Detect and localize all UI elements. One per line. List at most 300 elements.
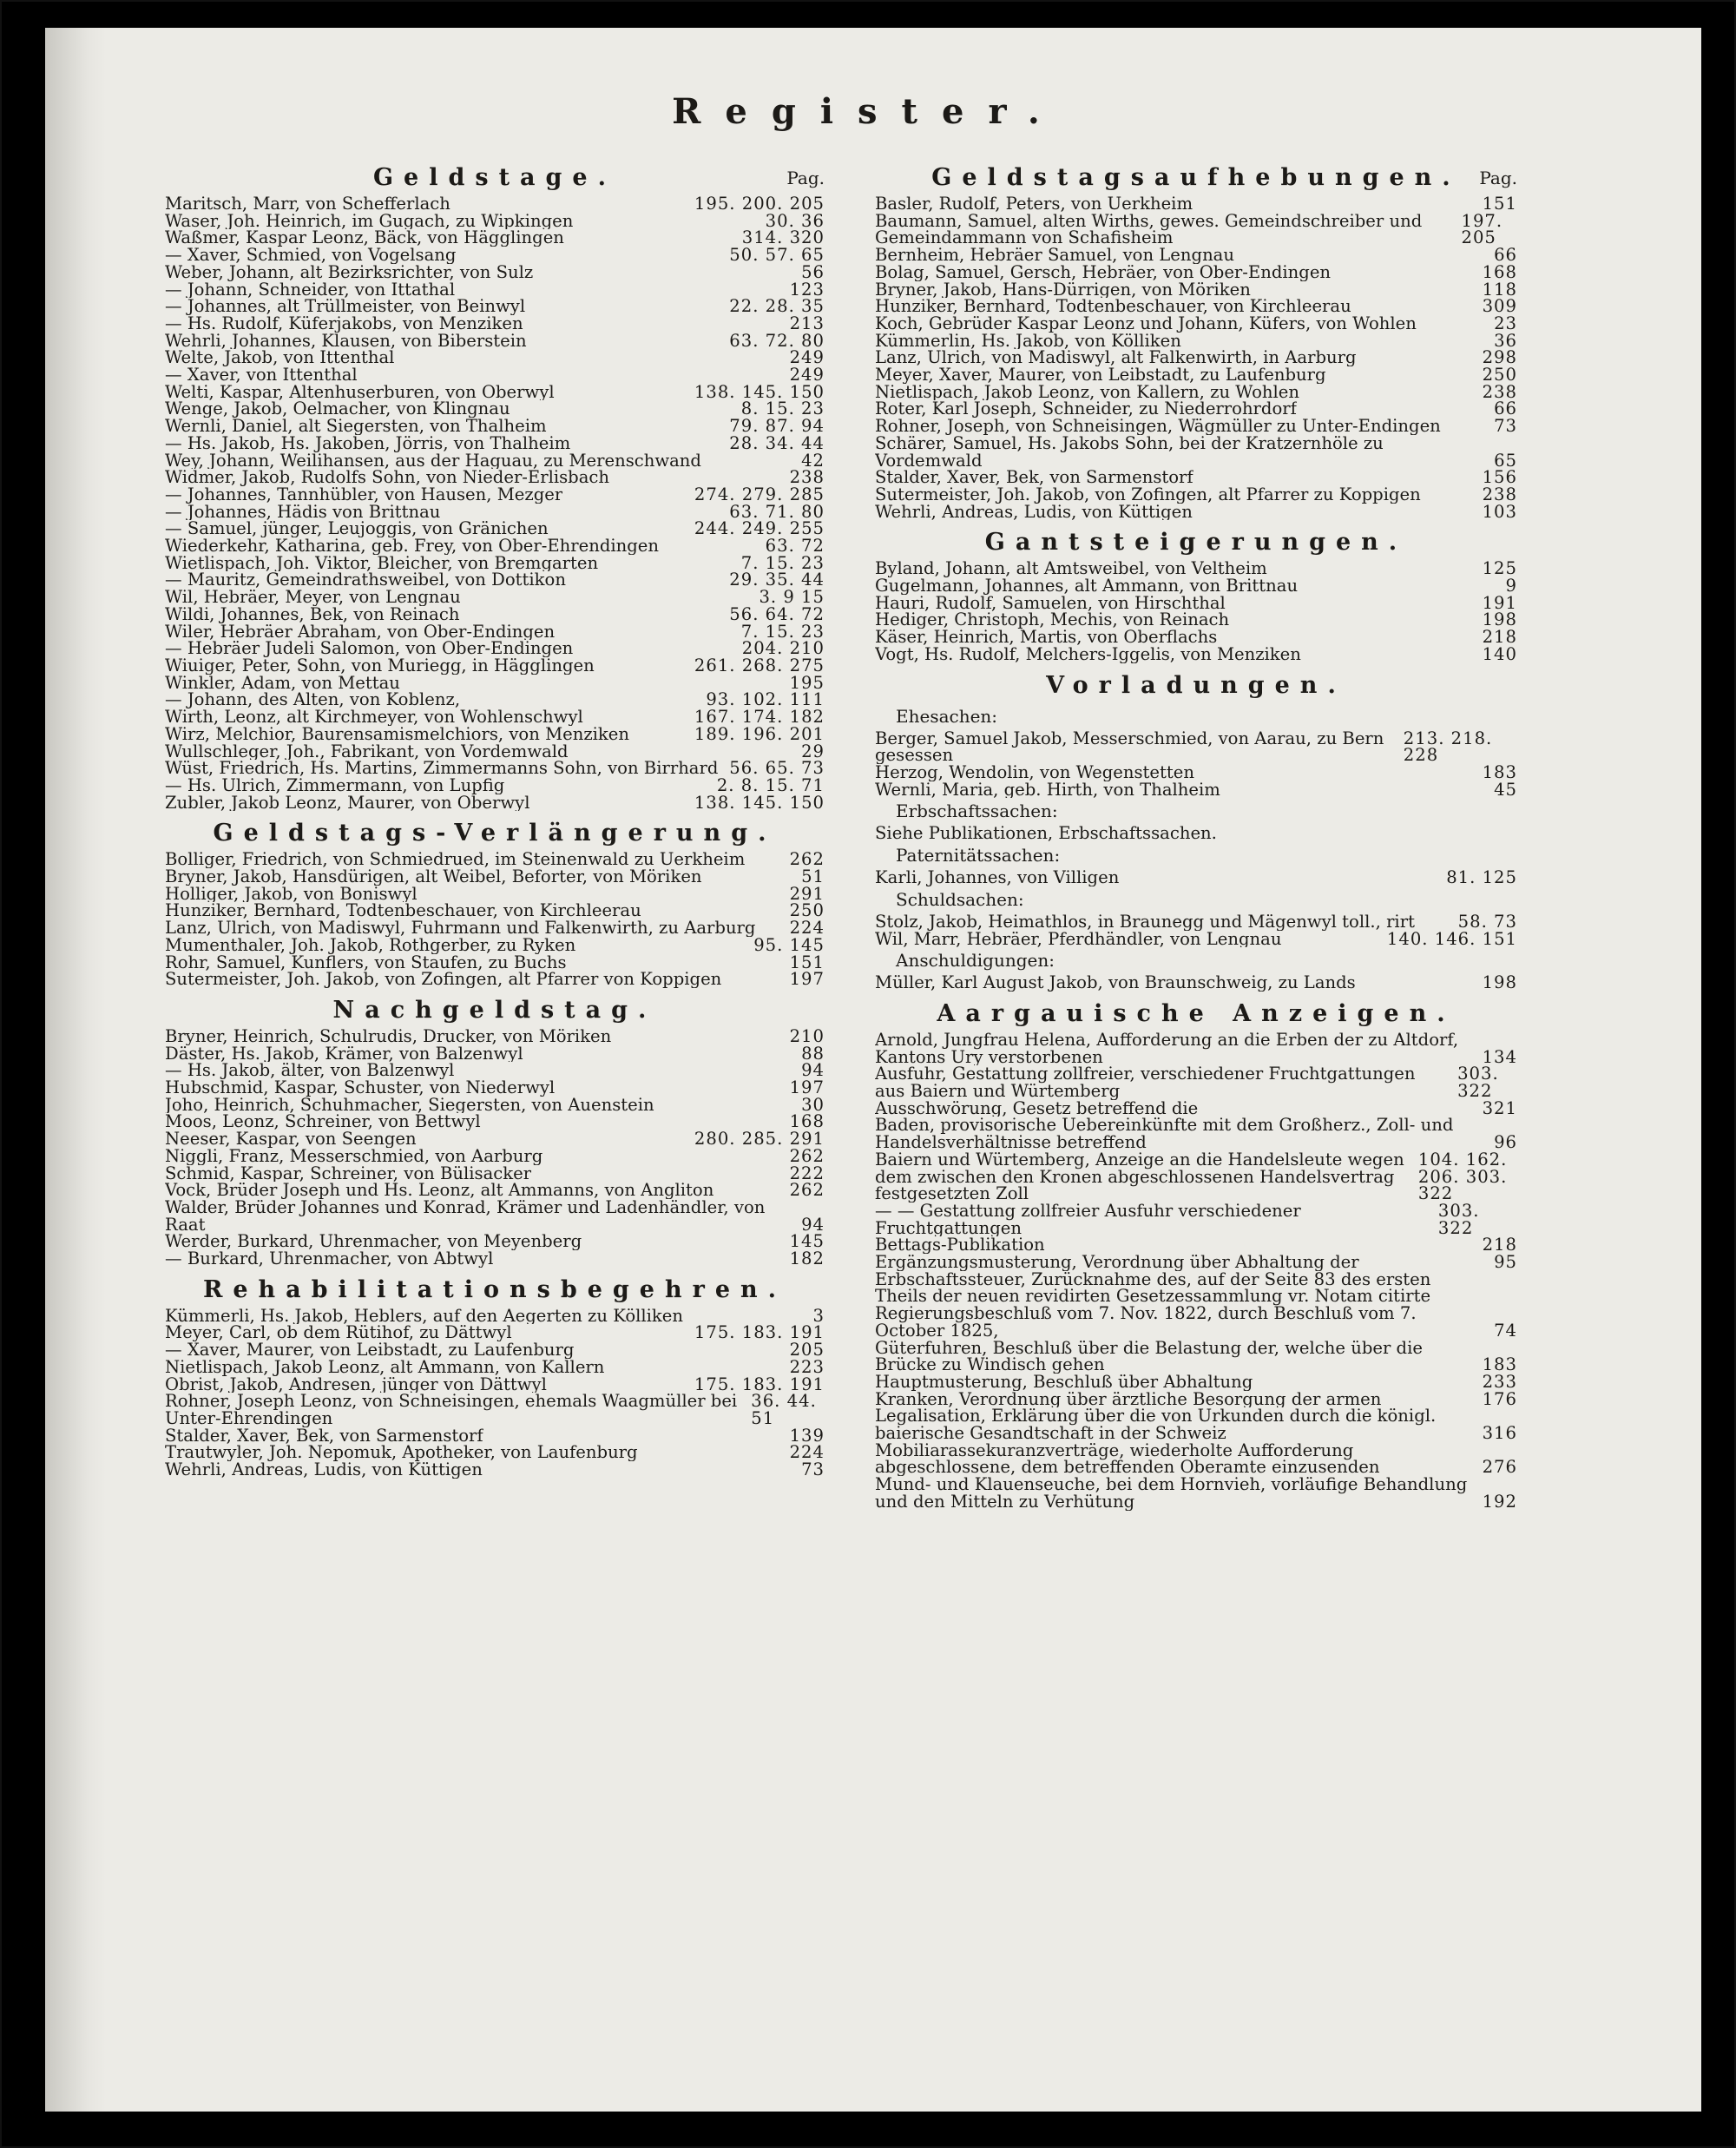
entry-text: Käser, Heinrich, Martis, von Oberflachs (875, 629, 1218, 646)
page-refs: 233 (1482, 1371, 1517, 1392)
page-refs: 195 (789, 672, 825, 693)
page-refs: 314. 320 (741, 227, 825, 248)
index-entry (875, 400, 1517, 418)
entry-text: — Johann, Schneider, von Ittathal (165, 280, 456, 299)
subsection-heading: Anschuldigungen: (896, 950, 1055, 972)
page-refs: 9 (1505, 576, 1517, 596)
entry-text: Hauptmusterung, Beschluß über Abhaltung (875, 1373, 1253, 1391)
index-entry (875, 501, 1517, 522)
page-refs: 218 (1482, 627, 1517, 648)
page-refs: 94 (801, 1060, 825, 1081)
index-entry (165, 571, 825, 589)
index-entry (875, 913, 1517, 931)
entry-text: — Mauritz, Gemeindrathsweibel, von Dottikon (165, 571, 566, 590)
entry-text: Wietlispach, Joh. Viktor, Bleicher, von Bremgarten (165, 554, 599, 572)
entry-text: — Hs. Ulrich, Zimmermann, von Lupfig (165, 776, 505, 794)
entry-text: Walder, Brüder Johannes und Konrad, Krämer und Ladenhändler, von Raat (165, 1198, 766, 1234)
entry-text: Bolliger, Friedrich, von Schmiedrued, im Steinenwald zu Uerkheim (165, 851, 746, 869)
entry-text: Siehe Publikationen, Erbschaftssachen. (875, 825, 1217, 843)
page-refs: 65 (1494, 450, 1517, 471)
index-entry (875, 730, 1517, 764)
index-entry (165, 452, 825, 470)
index-entry (165, 954, 825, 972)
page-refs: 58. 73 (1457, 911, 1517, 932)
page-refs: 51 (801, 866, 825, 887)
page-refs: 3 (812, 1305, 825, 1326)
entry-text: Müller, Karl August Jakob, von Braunschweig, zu Lands (875, 974, 1356, 992)
entry-text: Wiuiger, Peter, Sohn, von Muriegg, in Hägglingen (165, 656, 595, 675)
subsection-heading: Erbschaftssachen: (896, 801, 1058, 822)
page-refs: 140. 146. 151 (1386, 928, 1517, 949)
index-entry (165, 486, 825, 504)
index-entry (165, 195, 825, 213)
index-entry (875, 281, 1517, 299)
subsection-heading: Schuldsachen: (896, 888, 1024, 910)
entry-text: Wey, Johann, Weilihansen, aus der Haguau, zu Merenschwand (165, 451, 701, 470)
index-entry (875, 435, 1517, 469)
entry-text: Wullschleger, Joh., Fabrikant, von Vordemwald (165, 742, 569, 761)
page-refs: 66 (1494, 245, 1517, 266)
page-refs: 63. 72. 80 (729, 330, 825, 351)
index-entry (875, 298, 1517, 315)
entry-text: Basler, Rudolf, Peters, von Uerkheim (875, 195, 1194, 213)
entry-text: Arnold, Jungfrau Helena, Aufforderung an die Erben der zu Altdorf, Kantons Ury verstorbenen (875, 1031, 1459, 1066)
page-refs: 249 (789, 347, 825, 368)
entry-text: Zubler, Jakob Leonz, Maurer, von Oberwyl (165, 794, 530, 812)
index-entry (165, 1461, 825, 1479)
index-entry (875, 1031, 1517, 1065)
entry-text: Kümmerlin, Hs. Jakob, von Kölliken (875, 332, 1181, 350)
page-refs: 95. 145 (753, 934, 825, 955)
entry-text: — Xaver, Maurer, von Leibstadt, zu Laufenburg (165, 1341, 575, 1359)
section-heading: Gantsteigerungen. (984, 529, 1408, 557)
entry-text: Wernli, Maria, geb. Hirth, von Thalheim (875, 781, 1220, 799)
page-refs: 182 (789, 1249, 825, 1269)
index-entry (165, 1427, 825, 1445)
entry-text: Kümmerli, Hs. Jakob, Heblers, auf den Aegerten zu Kölliken (165, 1307, 684, 1325)
section-heading: Nachgeldstag. (332, 996, 657, 1024)
page-refs: 167. 174. 182 (694, 707, 825, 728)
entry-text: Bernheim, Hebräer Samuel, von Lengnau (875, 247, 1234, 264)
entry-text: — Xaver, Schmied, von Vogelsang (165, 247, 457, 264)
page-refs: 104. 162. 206. 303. 322 (1417, 1149, 1508, 1204)
index-entry (165, 366, 825, 384)
page-refs: 316 (1482, 1423, 1517, 1444)
entry-text: Vogt, Hs. Rudolf, Melchers-Iggelis, von Menziken (875, 645, 1301, 663)
page-refs: 238 (1482, 484, 1517, 504)
page-refs: 22. 28. 35 (729, 296, 825, 317)
index-entry (165, 1341, 825, 1359)
page-refs: 63. 72 (765, 536, 825, 557)
entry-text: Neeser, Kaspar, von Seengen (165, 1130, 417, 1148)
index-entry (165, 537, 825, 555)
index-entry (165, 760, 825, 777)
index-entry (165, 418, 825, 435)
entry-text: — Johann, des Alten, von Koblenz, (165, 691, 461, 709)
index-entry (165, 1165, 825, 1183)
entry-text: — Hs. Rudolf, Küferjakobs, von Menziken (165, 314, 523, 333)
page-refs: 29 (801, 741, 825, 761)
entry-text: Mumenthaler, Joh. Jakob, Rothgerber, zu Ryken (165, 936, 576, 954)
index-entry (165, 1130, 825, 1148)
section-gap (875, 1511, 1517, 1516)
index-entry (165, 552, 825, 573)
index-entry (875, 210, 1517, 248)
index-entry (165, 657, 825, 675)
page-refs: 176 (1482, 1388, 1517, 1409)
entry-text: Mund- und Klauenseuche, bei dem Hornvieh, vorläufige Behandlung und den Mitteln zu Verhütung (875, 1476, 1468, 1511)
section-heading: Aargauische Anzeigen. (937, 999, 1456, 1027)
page-refs: 73 (801, 1459, 825, 1480)
index-entry (165, 934, 825, 955)
entry-text: Hediger, Christoph, Mechis, von Reinach (875, 611, 1230, 629)
page-refs: 321 (1482, 1097, 1517, 1118)
page-refs: 197 (789, 969, 825, 990)
page-refs: 63. 71. 80 (729, 501, 825, 522)
page-refs: 66 (1494, 399, 1517, 419)
index-entry (875, 928, 1517, 949)
entry-text: Schärer, Samuel, Hs. Jakobs Sohn, bei der Kratzernhöle zu Vordemwald (875, 434, 1384, 470)
entry-text: Rohner, Joseph, von Schneisingen, Wägmüller zu Unter-Endingen (875, 418, 1441, 435)
index-entry (165, 1376, 825, 1394)
entry-text: Niggli, Franz, Messerschmied, von Aarburg (165, 1147, 543, 1165)
index-entry (165, 971, 825, 988)
index-entry (165, 1356, 825, 1377)
entry-text: Wiederkehr, Katharina, geb. Frey, von Ober-Ehrendingen (165, 537, 660, 555)
entry-text: Gugelmann, Johannes, alt Ammann, von Brittnau (875, 577, 1299, 595)
entry-text: Bolag, Samuel, Gersch, Hebräer, von Ober-Endingen (875, 263, 1332, 281)
entry-text: Vock, Brüder Joseph und Hs. Leonz, alt Ammanns, von Angliton (165, 1182, 714, 1199)
section-heading: Rehabilitationsbegehren. (202, 1275, 787, 1303)
entry-text: Baiern und Würtemberg, Anzeige an die Handelsleute wegen dem zwischen den Kronen abgeschlossenen Handelsvertrag festgesetzten Zoll (875, 1150, 1404, 1202)
page-refs: 125 (1482, 558, 1517, 579)
page-refs: 138. 145. 150 (694, 792, 825, 813)
entry-text: — Hebräer Judeli Salomon, von Ober-Endingen (165, 640, 574, 657)
page-refs: 140 (1482, 643, 1517, 664)
page-refs: 95 (1494, 1252, 1517, 1273)
page-refs: 123 (789, 279, 825, 300)
page-refs: 303. 322 (1457, 1064, 1499, 1102)
page-refs: 261. 268. 275 (694, 655, 825, 675)
page-refs: 250 (1482, 365, 1517, 385)
page-refs: 145 (789, 1231, 825, 1252)
entry-text: Berger, Samuel Jakob, Messerschmied, von Aarau, zu Bern gesessen (875, 729, 1384, 764)
entry-text: Stolz, Jakob, Heimathlos, in Braunegg und Mägenwyl toll., rirt (875, 913, 1415, 931)
page-title: Register. (672, 91, 1064, 132)
entry-text: Wehrli, Andreas, Ludis, von Küttigen (875, 503, 1193, 521)
section-heading: Geldstags-Verlängerung. (213, 820, 777, 847)
index-entry (165, 247, 825, 264)
index-entry (165, 723, 825, 744)
page-refs: 291 (789, 883, 825, 904)
section-heading: Geldstage. (373, 164, 616, 191)
page-refs: 309 (1482, 296, 1517, 317)
page-refs: 238 (789, 467, 825, 488)
index-entry (875, 1340, 1517, 1374)
entry-text: Kranken, Verordnung über ärztliche Besorgung der armen (875, 1390, 1382, 1408)
index-entry (875, 349, 1517, 366)
page-refs: 151 (1482, 194, 1517, 214)
page-refs: 183 (1482, 761, 1517, 782)
page-refs: 197. 205 (1461, 210, 1503, 248)
index-entry (165, 1324, 825, 1341)
entry-text: Legalisation, Erklärung über die von Urkunden durch die königl. baierische Gesandtschaft in der Schweiz (875, 1407, 1437, 1442)
entry-text: Nietlispach, Jakob Leonz, von Kallern, zu Wohlen (875, 383, 1300, 401)
page-refs: 168 (789, 1111, 825, 1132)
index-entry (875, 643, 1517, 664)
page-refs: 3. 9 15 (759, 587, 825, 608)
index-entry (875, 761, 1517, 782)
entry-text: Erbschaftssteuer, Zurücknahme des, auf der Seite 83 des ersten Theils der neuen revidirten Gesetzessammlung vr. Notam citirte Regierungsbeschluß vom 7. Nov. 1822, durch Beschluß vom 7. October 1825, (875, 1270, 1431, 1340)
index-entry (875, 1236, 1517, 1254)
index-entry (165, 1094, 825, 1115)
page-refs: 183 (1482, 1354, 1517, 1375)
page-refs: 210 (789, 1025, 825, 1046)
index-entry (875, 330, 1517, 351)
page-refs: 204. 210 (741, 638, 825, 659)
index-entry (875, 629, 1517, 646)
right-column (875, 161, 1517, 1516)
entry-text: Nietlispach, Jakob Leonz, alt Ammann, von Kallern (165, 1358, 605, 1376)
index-entry (165, 520, 825, 537)
page-refs: 168 (1482, 261, 1517, 282)
index-entry (165, 743, 825, 761)
entry-text: Wüst, Friedrich, Hs. Martins, Zimmermanns Sohn, von Birrhard (165, 760, 719, 777)
index-entry (875, 869, 1517, 886)
entry-text: Stalder, Xaver, Bek, von Sarmenstorf (165, 1427, 483, 1445)
entry-text: Hauri, Rudolf, Samuelen, von Hirschthal (875, 594, 1226, 612)
entry-text: Obrist, Jakob, Andresen, jünger von Dättwyl (165, 1375, 547, 1394)
page-refs: 28. 34. 44 (729, 432, 825, 453)
entry-text: Däster, Hs. Jakob, Krämer, von Balzenwyl (165, 1044, 523, 1063)
section-heading: Vorladungen. (1046, 671, 1346, 699)
entry-text: — Hs. Jakob, älter, von Balzenwyl (165, 1062, 455, 1080)
page-refs: 118 (1482, 279, 1517, 300)
page-refs: 29. 35. 44 (729, 570, 825, 590)
index-entry (875, 315, 1517, 333)
page-refs: 56. 65. 73 (729, 758, 825, 779)
entry-text: Baden, provisorische Uebereinkünfte mit dem Großherz., Zoll- und Handelsverhältnisse betreffend (875, 1117, 1454, 1151)
page-refs: 94 (801, 1214, 825, 1235)
entry-text: Holliger, Jakob, von Boniswyl (165, 885, 418, 903)
entry-text: Meyer, Carl, ob dem Rütihof, zu Dättwyl (165, 1324, 512, 1342)
index-entry (875, 366, 1517, 384)
page-refs: 81. 125 (1446, 867, 1517, 888)
entry-text: Joho, Heinrich, Schuhmacher, Siegersten, von Auenstein (165, 1096, 654, 1114)
entry-text: Widmer, Jakob, Rudolfs Sohn, von Nieder-Erlisbach (165, 469, 610, 486)
page-gutter (45, 28, 106, 2112)
page-refs: 262 (789, 1180, 825, 1201)
page-refs: 262 (789, 849, 825, 870)
entry-text: Lanz, Ulrich, von Madiswyl, alt Falkenwirth, in Aarburg (875, 349, 1357, 367)
pag-label: Pag. (1479, 168, 1517, 188)
entry-text: Wirz, Melchior, Baurensamismelchiors, von Menziken (165, 725, 630, 743)
page-refs: 189. 196. 201 (694, 723, 825, 744)
page-refs: 7. 15. 23 (740, 621, 825, 642)
index-entry (165, 281, 825, 299)
page-refs: 30. 36 (765, 210, 825, 231)
index-entry (165, 315, 825, 333)
index-entry (165, 1233, 825, 1250)
page-refs: 303. 322 (1437, 1200, 1480, 1238)
page-refs: 191 (1482, 592, 1517, 613)
entry-text: Byland, Johann, alt Amtsweibel, von Veltheim (875, 560, 1267, 578)
index-entry (165, 919, 825, 937)
page-refs: 36 (1494, 330, 1517, 351)
index-entry (165, 1250, 825, 1268)
entry-text: — Johannes, Tannhübler, von Hausen, Mezger (165, 485, 563, 504)
page-refs: 238 (1482, 381, 1517, 402)
index-entry (875, 1388, 1517, 1409)
page-refs: 8. 15. 23 (740, 399, 825, 419)
entry-text: Trautwyler, Joh. Nepomuk, Apotheker, von Laufenburg (165, 1444, 638, 1462)
entry-text: Maritsch, Marr, von Schefferlach (165, 195, 450, 213)
page-refs: 42 (801, 450, 825, 471)
index-entry (875, 1097, 1517, 1118)
entry-text: Güterfuhren, Beschluß über die Belastung der, welche über die Brücke zu Windisch gehen (875, 1339, 1423, 1374)
index-entry (165, 1145, 825, 1166)
index-entry (165, 1393, 825, 1427)
entry-text: Mobiliarassekuranzverträge, wiederholte Aufforderung abgeschlossene, dem betreffenden Oberamte einzusenden (875, 1441, 1380, 1477)
entry-text: Hunziker, Bernhard, Todtenbeschauer, von Kirchleerau (165, 902, 641, 920)
index-entry (165, 261, 825, 282)
index-entry (875, 261, 1517, 282)
index-entry (875, 195, 1517, 213)
index-entry (165, 589, 825, 606)
entry-text: Rohr, Samuel, Kunflers, von Staufen, zu Buchs (165, 953, 567, 972)
entry-text: Weber, Johann, alt Bezirksrichter, von Sulz (165, 263, 534, 281)
page-refs: 244. 249. 255 (694, 518, 825, 539)
entry-text: Baumann, Samuel, alten Wirths, gewes. Gemeindschreiber und Gemeindammann von Schafisheim (875, 212, 1423, 247)
entry-text: Moos, Leonz, Schreiner, von Bettwyl (165, 1113, 481, 1131)
index-entry (165, 774, 825, 795)
page-refs: 280. 285. 291 (694, 1129, 825, 1150)
section-heading: Geldstagsaufhebungen. (931, 164, 1461, 191)
index-entry (165, 902, 825, 919)
index-entry (165, 330, 825, 351)
entry-text: Wenge, Jakob, Oelmacher, von Klingnau (165, 400, 510, 418)
entry-text: Wil, Marr, Hebräer, Pferdhändler, von Lengnau (875, 930, 1282, 948)
index-entry (875, 1202, 1517, 1236)
entry-text: Hubschmid, Kaspar, Schuster, von Niederwyl (165, 1079, 556, 1097)
index-entry (165, 1079, 825, 1097)
index-entry (875, 974, 1517, 992)
page-refs: 30 (801, 1094, 825, 1115)
index-entry (165, 1025, 825, 1046)
index-entry (165, 708, 825, 726)
entry-text: Karli, Johannes, von Villigen (875, 869, 1120, 886)
index-entry (165, 623, 825, 641)
page-refs: 103 (1482, 501, 1517, 522)
page-refs: 56. 64. 72 (729, 603, 825, 624)
entry-text: — Johannes, Hädis von Brittnau (165, 503, 441, 521)
entry-text: Wehrli, Andreas, Ludis, von Küttigen (165, 1461, 483, 1479)
page-refs: 56 (801, 261, 825, 282)
entry-text: — Johannes, alt Trüllmeister, von Beinwyl (165, 298, 526, 315)
page-refs: 151 (789, 952, 825, 972)
entry-text: — Xaver, von Ittenthal (165, 366, 358, 384)
page-refs: 134 (1482, 1046, 1517, 1067)
index-entry (875, 825, 1517, 842)
index-entry (165, 794, 825, 812)
entry-text: Herzog, Wendolin, von Wegenstetten (875, 763, 1194, 781)
index-entry (165, 1444, 825, 1461)
index-entry (875, 1151, 1517, 1202)
index-entry (165, 349, 825, 366)
page-refs: 250 (789, 900, 825, 921)
entry-text: Schmid, Kaspar, Schreiner, von Bülisacker (165, 1164, 532, 1183)
entry-text: Wiler, Hebräer Abraham, von Ober-Endingen (165, 623, 556, 641)
page-refs: 139 (789, 1425, 825, 1446)
entry-text: Roter, Karl Joseph, Schneider, zu Niederrohrdorf (875, 400, 1297, 418)
page-refs: 195. 200. 205 (694, 194, 825, 214)
index-entry (875, 1117, 1517, 1153)
pag-label: Pag. (786, 168, 825, 188)
subsection-heading: Paternitätssachen: (896, 845, 1061, 866)
entry-text: Sutermeister, Joh. Jakob, von Zofingen, alt Pfarrer von Koppigen (165, 971, 722, 988)
page-refs: 249 (789, 365, 825, 385)
subsection-heading: Ehesachen: (896, 705, 998, 727)
index-entry (165, 851, 825, 868)
page-refs: 7. 15. 23 (740, 552, 825, 573)
index-entry (875, 1407, 1517, 1444)
index-entry (875, 381, 1517, 402)
entry-text: Lanz, Ulrich, von Madiswyl, Fuhrmann und Falkenwirth, zu Aarburg (165, 919, 756, 937)
index-entry (875, 560, 1517, 577)
page-refs: 222 (789, 1163, 825, 1183)
index-entry (165, 298, 825, 315)
page-refs: 175. 183. 191 (694, 1322, 825, 1343)
entry-text: Welte, Jakob, von Ittenthal (165, 349, 395, 367)
index-entry (875, 247, 1517, 264)
page-refs: 36. 44. 51 (751, 1391, 817, 1428)
page-refs: 205 (789, 1340, 825, 1361)
page-refs: 156 (1482, 467, 1517, 488)
page-refs: 73 (1494, 416, 1517, 437)
index-entry (165, 603, 825, 624)
entry-text: Wil, Hebräer, Meyer, von Lengnau (165, 589, 461, 606)
index-entry (875, 577, 1517, 595)
entry-text: Welti, Kaspar, Altenhuserburen, von Oberwyl (165, 383, 555, 401)
page-refs: 23 (1494, 313, 1517, 333)
index-entry (165, 432, 825, 453)
index-entry (875, 1254, 1517, 1271)
index-entry (165, 868, 825, 886)
entry-text: Winkler, Adam, von Mettau (165, 674, 400, 692)
page-refs: 50. 57. 65 (729, 245, 825, 266)
page-refs: 276 (1482, 1457, 1517, 1478)
entry-text: Waßmer, Kaspar Leonz, Bäck, von Hägglingen (165, 229, 564, 247)
entry-text: Rohner, Joseph Leonz, von Schneisingen, ehemals Waagmüller bei Unter-Ehrendingen (165, 1393, 738, 1427)
page-refs: 198 (1482, 609, 1517, 630)
index-entry (875, 418, 1517, 435)
page-refs: 192 (1482, 1491, 1517, 1512)
entry-text: Wildi, Johannes, Bek, von Reinach (165, 605, 460, 623)
page-refs: 93. 102. 111 (706, 689, 825, 710)
entry-text: Wehrli, Johannes, Klausen, von Biberstein (165, 332, 527, 350)
page-refs: 274. 279. 285 (694, 484, 825, 504)
index-entry (875, 1371, 1517, 1392)
index-entry (875, 1442, 1517, 1476)
entry-text: Stalder, Xaver, Bek, von Sarmenstorf (875, 469, 1194, 486)
page-refs: 88 (801, 1043, 825, 1064)
page-refs: 175. 183. 191 (694, 1374, 825, 1394)
page-refs: 262 (789, 1145, 825, 1166)
index-entry (165, 1045, 825, 1063)
entry-text: Meyer, Xaver, Maurer, von Leibstadt, zu Laufenburg (875, 366, 1326, 384)
page-refs: 79. 87. 94 (729, 416, 825, 437)
index-entry (165, 1062, 825, 1079)
